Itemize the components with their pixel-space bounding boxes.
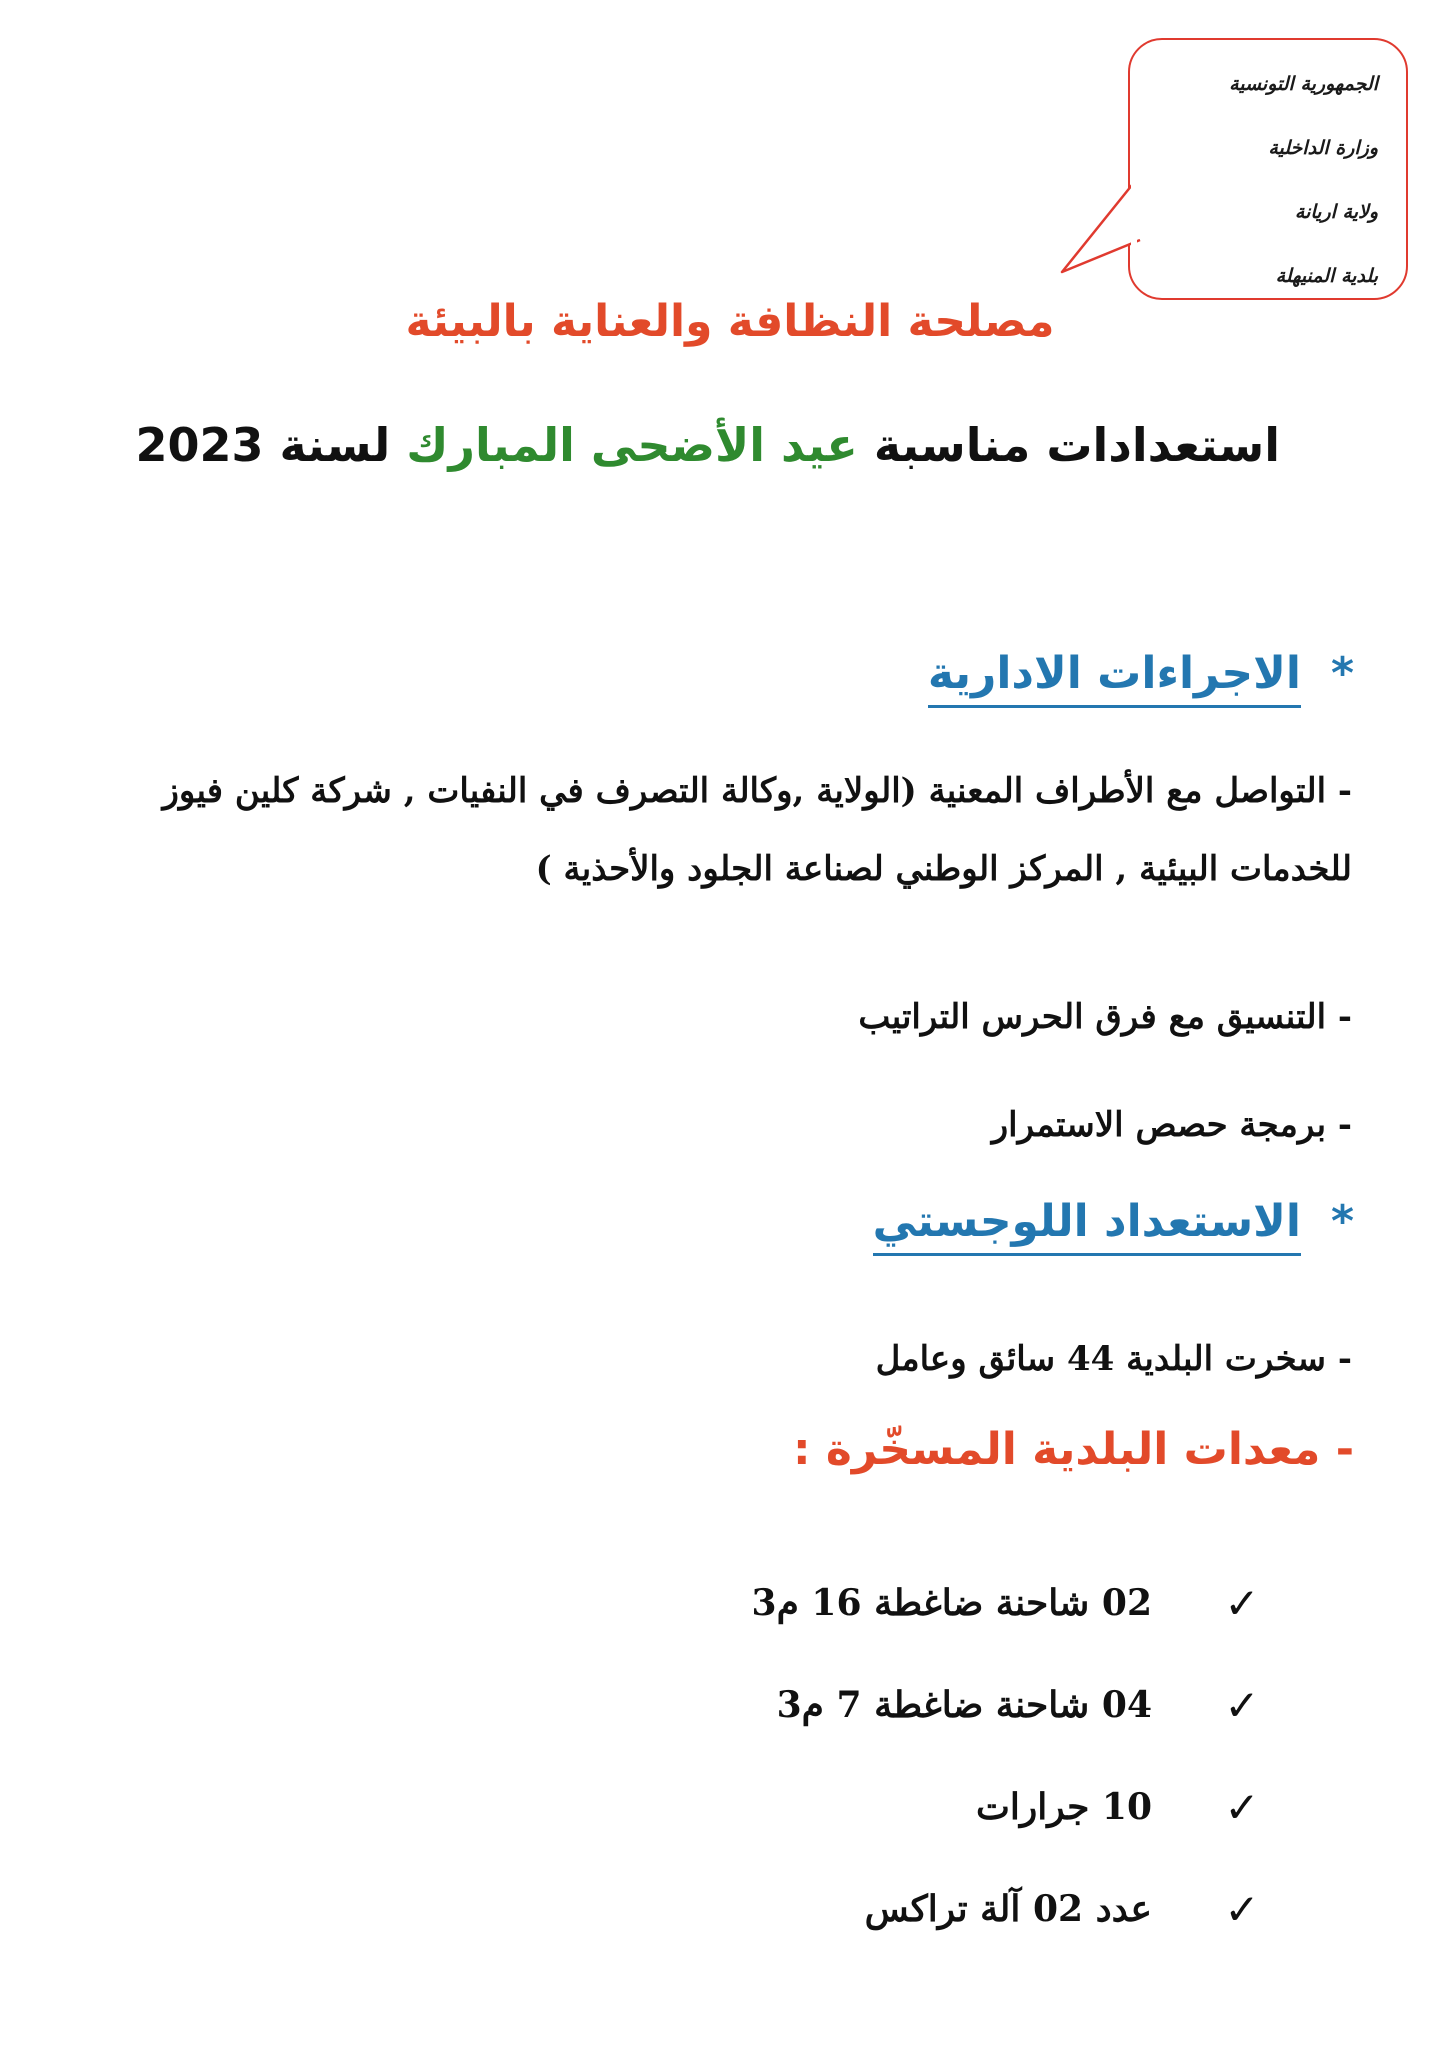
section-star: *: [1330, 648, 1354, 699]
equipment-title: - معدات البلدية المسخّرة :: [793, 1424, 1354, 1475]
equipment-item: 04 شاحنة ضاغطة 7 م3: [776, 1684, 1152, 1726]
main-title-highlight: عيد الأضحى المبارك: [406, 418, 858, 472]
check-icon: ✓: [1224, 1782, 1260, 1832]
service-title: مصلحة النظافة والعناية بالبيئة: [405, 296, 1055, 347]
check-icon: ✓: [1224, 1578, 1260, 1628]
section-star: *: [1330, 1196, 1354, 1247]
section-title-logistic: الاستعداد اللوجستي: [873, 1196, 1301, 1256]
equipment-item: عدد 02 آلة تراكس: [864, 1888, 1152, 1930]
equipment-row: [777, 1670, 1282, 1740]
equipment-row: [865, 1874, 1282, 1944]
admin-item-shifts: - برمجة حصص الاستمرار: [991, 1105, 1352, 1145]
equipment-row: [976, 1772, 1282, 1842]
main-title-part2: لسنة 2023: [135, 418, 407, 472]
header-lines: [1229, 52, 1378, 308]
equipment-item: 02 شاحنة ضاغطة 16 م3: [751, 1582, 1152, 1624]
header-line-republic: الجمهورية التونسية: [1229, 73, 1378, 95]
equipment-row: [752, 1568, 1282, 1638]
check-icon: ✓: [1224, 1680, 1260, 1730]
section-title-administrative: الاجراءات الادارية: [928, 648, 1301, 708]
header-line-ministry: وزارة الداخلية: [1268, 137, 1378, 159]
section-heading-logistic: [873, 1196, 1354, 1247]
admin-item-coordination-parties: - التواصل مع الأطراف المعنية (الولاية ,وكالة التصرف في النفيات , شركة كلين فيوز للخدمات البيئية , المركز الوطني لصناعة الجلود والأحذية ): [162, 771, 1352, 889]
header-line-governorate: ولاية اريانة: [1294, 201, 1378, 223]
header-line-municipality: بلدية المنيهلة: [1275, 265, 1378, 287]
header-box: [1128, 38, 1408, 300]
logistic-item-staff: - سخرت البلدية 44 سائق وعامل: [875, 1339, 1352, 1379]
section-heading-administrative: [928, 648, 1354, 699]
check-icon: ✓: [1224, 1884, 1260, 1934]
main-title: [135, 418, 1280, 472]
equipment-item: 10 جرارات: [975, 1786, 1152, 1828]
main-title-part1: استعدادات مناسبة: [857, 418, 1280, 472]
admin-item-coordination-guard: - التنسيق مع فرق الحرس التراتيب: [858, 997, 1352, 1037]
